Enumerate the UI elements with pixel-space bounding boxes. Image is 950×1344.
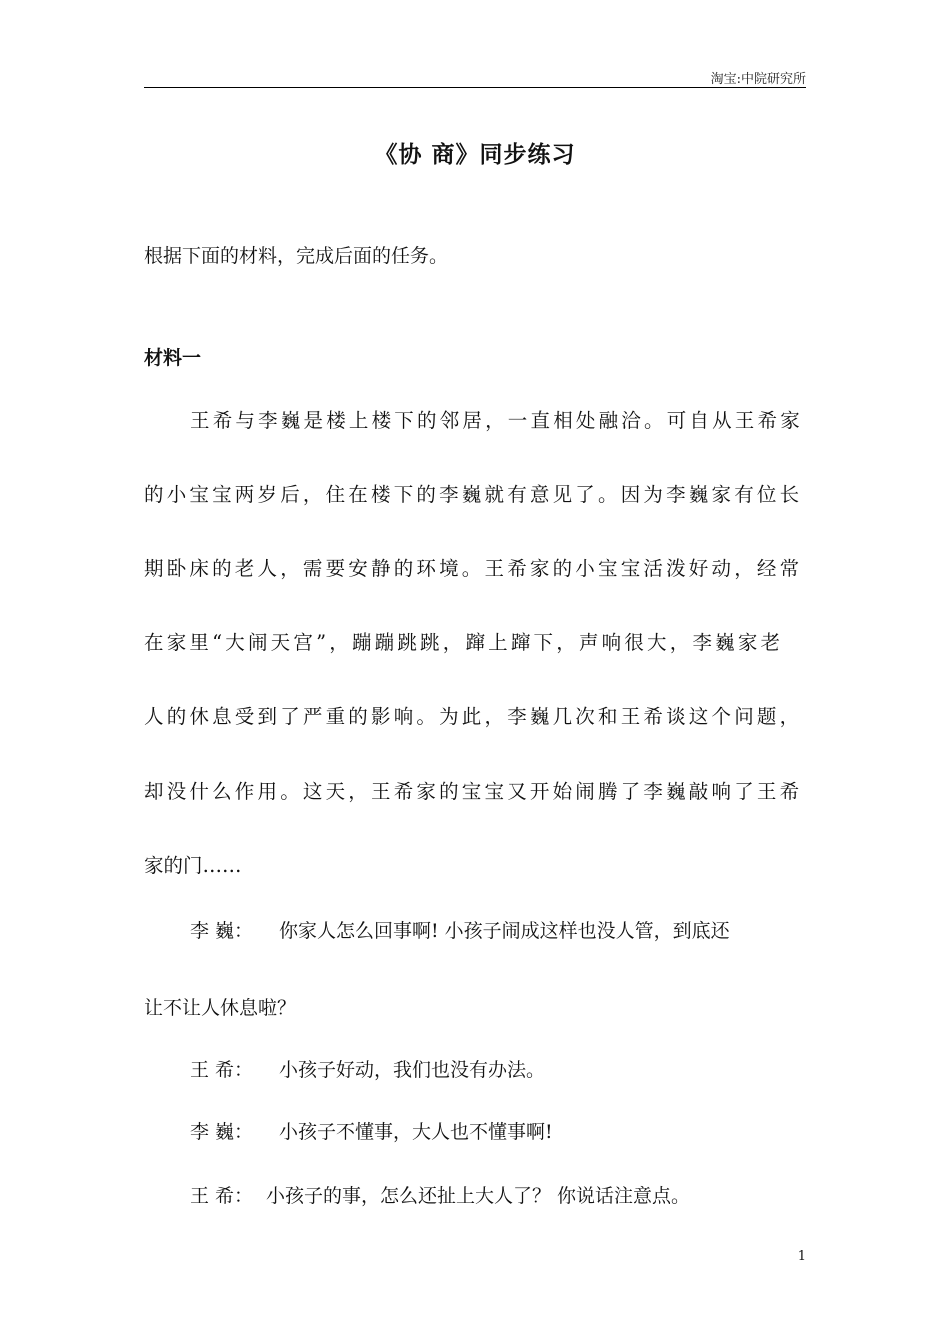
paragraph-line: 的小宝宝两岁后，住在楼下的李巍就有意见了。因为李巍家有位长 xyxy=(144,483,803,506)
speech-text: 小孩子不懂事，大人也不懂事啊! xyxy=(279,1121,553,1143)
paragraph-line: 却没什么作用。这天，王希家的宝宝又开始闹腾了李巍敲响了王希 xyxy=(144,780,803,803)
paragraph-line: 家的门…… xyxy=(144,854,242,877)
speech-text: 小孩子的事，怎么还扯上大人了？ 你说话注意点。 xyxy=(266,1185,691,1207)
intro-instruction: 根据下面的材料，完成后面的任务。 xyxy=(144,245,449,267)
paragraph-line: 期卧床的老人，需要安静的环境。王希家的小宝宝活泼好动，经常 xyxy=(144,557,803,580)
paragraph-line: 在家里“大闹天宫”，蹦蹦跳跳，蹿上蹿下，声响很大，李巍家老 xyxy=(144,631,784,654)
header-rule xyxy=(144,87,806,88)
section-title: 材料一 xyxy=(144,347,202,369)
speaker-name: 王 希： xyxy=(190,1059,254,1081)
speech-text: 小孩子好动，我们也没有办法。 xyxy=(279,1059,546,1081)
document-title: 《协 商》同步练习 xyxy=(374,141,576,168)
speaker-name: 李 巍： xyxy=(190,920,254,942)
speaker-name: 李 巍： xyxy=(190,1121,254,1143)
header-text: 淘宝:中院研究所 xyxy=(710,72,806,87)
speech-text: 你家人怎么回事啊! 小孩子闹成这样也没人管，到底还 xyxy=(279,920,730,942)
page-number: 1 xyxy=(797,1249,806,1264)
speech-text-continued: 让不让人休息啦？ xyxy=(144,997,297,1019)
paragraph-line: 王希与李巍是楼上楼下的邻居，一直相处融洽。可自从王希家 xyxy=(190,409,803,432)
paragraph-line: 人的休息受到了严重的影响。为此，李巍几次和王希谈这个问题， xyxy=(144,705,803,728)
speaker-name: 王 希： xyxy=(190,1185,254,1207)
